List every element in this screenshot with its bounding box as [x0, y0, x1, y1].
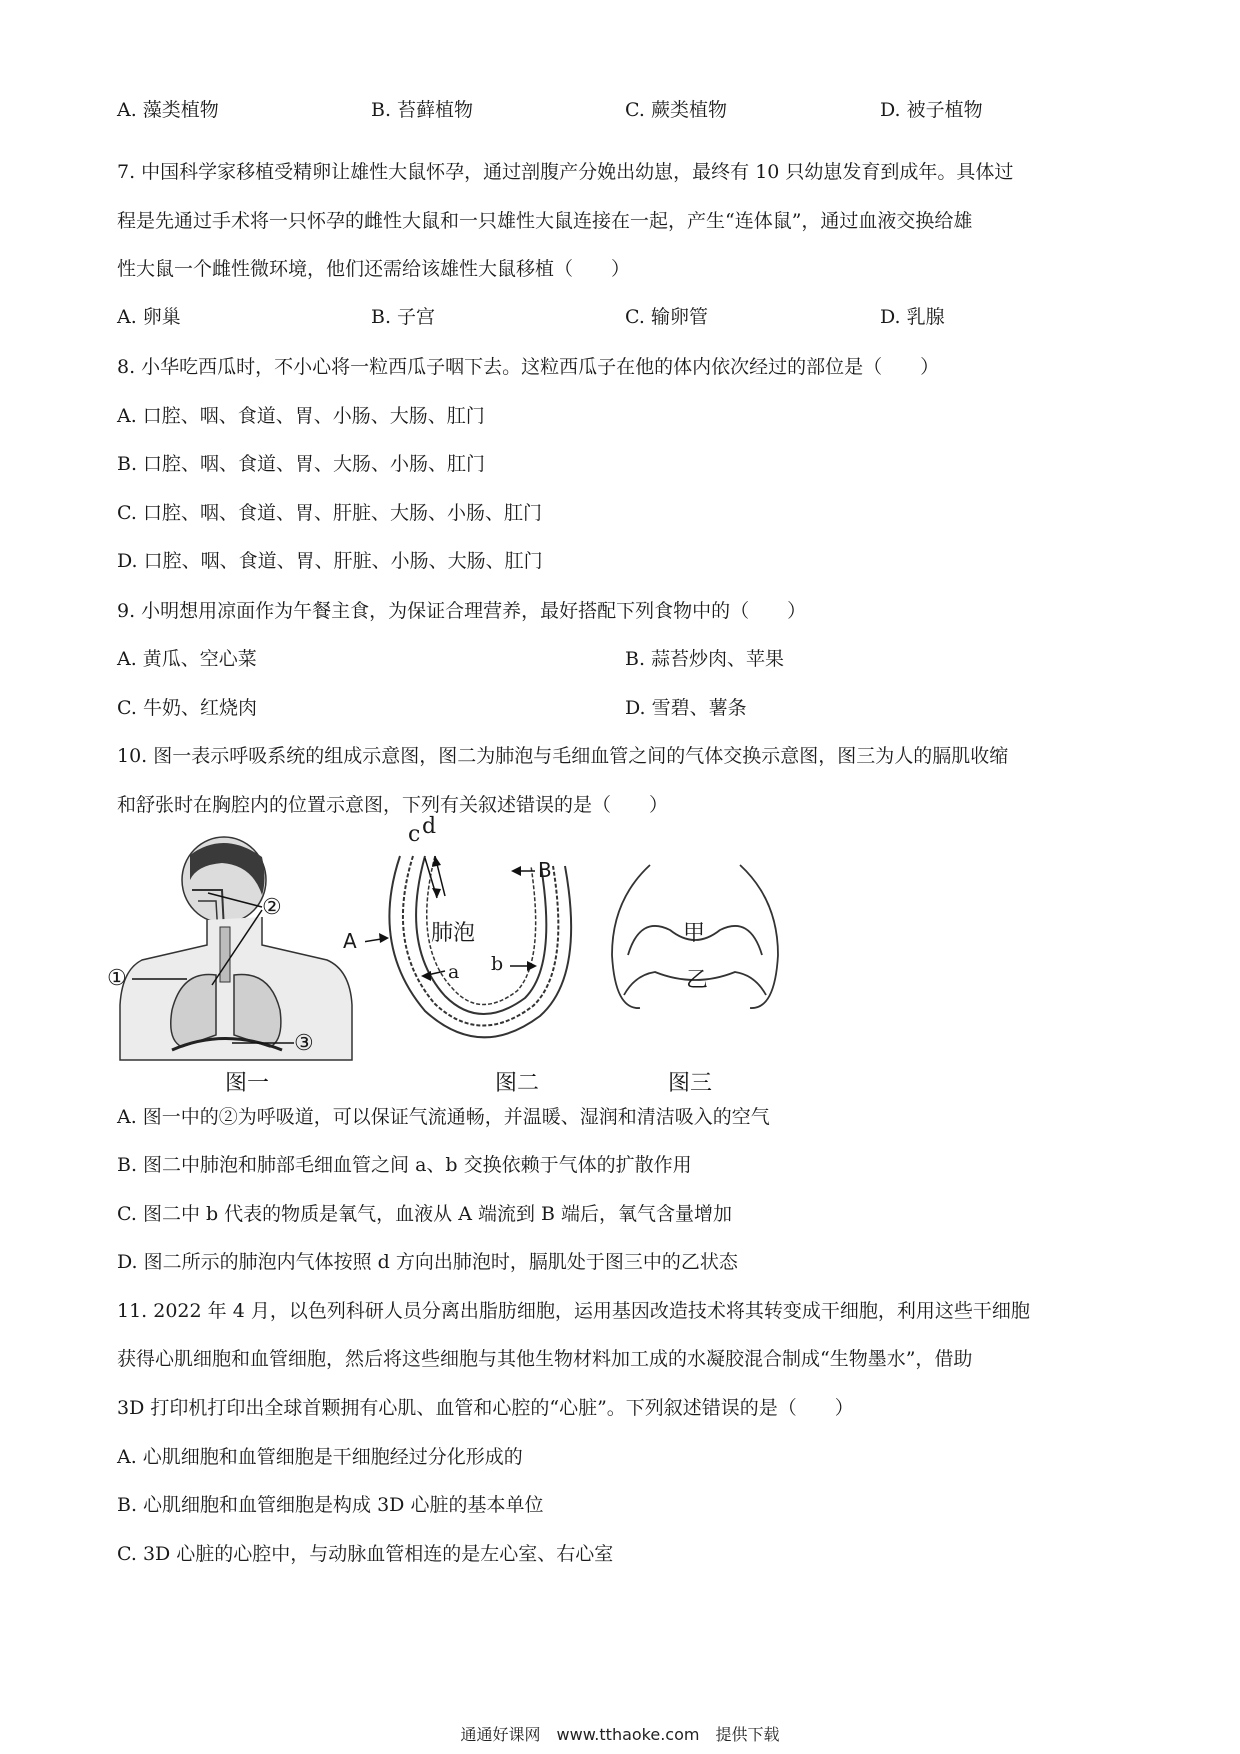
fig2-label-c: c — [408, 822, 421, 847]
fig2-label-A: A — [343, 929, 357, 953]
q9-option-d: D. 雪碧、薯条 — [625, 697, 747, 719]
q8-option-a: A. 口腔、咽、食道、胃、小肠、大肠、肛门 — [117, 405, 485, 427]
q10-option-c: C. 图二中 b 代表的物质是氧气，血液从 A 端流到 B 端后，氧气含量增加 — [117, 1203, 733, 1225]
q11-option-c: C. 3D 心脏的心腔中，与动脉血管相连的是左心室、右心室 — [117, 1543, 614, 1565]
figure-alveolus-capillary — [343, 814, 605, 1056]
q6-option-a: A. 藻类植物 — [117, 99, 219, 121]
fig2-label-B: B — [538, 858, 552, 882]
fig2-caption: 图二 — [495, 1071, 540, 1096]
q9-option-a: A. 黄瓜、空心菜 — [117, 648, 257, 670]
fig1-label-2: ② — [262, 895, 282, 920]
fig2-label-a: a — [448, 961, 460, 983]
fig1-caption: 图一 — [225, 1071, 270, 1096]
q6-option-b: B. 苔藓植物 — [371, 99, 474, 121]
q11-stem-line-3: 3D 打印机打印出全球首颗拥有心肌、血管和心腔的“心脏”。下列叙述错误的是（ ） — [117, 1397, 854, 1419]
q8-stem: 8. 小华吃西瓜时，不小心将一粒西瓜子咽下去。这粒西瓜子在他的体内依次经过的部位是（ ） — [117, 356, 940, 378]
q9-option-b: B. 蒜苔炒肉、苹果 — [625, 648, 785, 670]
q11-stem-line-1: 11. 2022 年 4 月，以色列科研人员分离出脂肪细胞，运用基因改造技术将其转变成干细胞，利用这些干细胞 — [117, 1300, 1030, 1322]
q10-option-d: D. 图二所示的肺泡内气体按照 d 方向出肺泡时，膈肌处于图三中的乙状态 — [117, 1251, 738, 1273]
q8-option-b: B. 口腔、咽、食道、胃、大肠、小肠、肛门 — [117, 453, 486, 475]
q7-stem-line-3: 性大鼠一个雌性微环境，他们还需给该雄性大鼠移植（ ） — [117, 258, 631, 280]
fig2-label-d: d — [422, 814, 437, 839]
q7-stem-line-2: 程是先通过手术将一只怀孕的雌性大鼠和一只雄性大鼠连接在一起，产生“连体鼠”，通过血液交换给雄 — [117, 210, 973, 232]
q10-stem-line-1: 10. 图一表示呼吸系统的组成示意图，图二为肺泡与毛细血管之间的气体交换示意图，图三为人的膈肌收缩 — [117, 745, 1009, 767]
q7-option-b: B. 子宫 — [371, 306, 436, 328]
q10-stem-line-2: 和舒张时在胸腔内的位置示意图，下列有关叙述错误的是（ ） — [117, 794, 669, 816]
figure-diaphragm — [610, 860, 780, 1015]
q8-option-c: C. 口腔、咽、食道、胃、肝脏、大肠、小肠、肛门 — [117, 502, 542, 524]
q10-option-a: A. 图一中的②为呼吸道，可以保证气流通畅，并温暖、湿润和清洁吸入的空气 — [117, 1106, 770, 1128]
fig3-caption: 图三 — [668, 1071, 713, 1096]
q9-option-c: C. 牛奶、红烧肉 — [117, 697, 257, 719]
page-footer: 通通好课网 www.tthaoke.com 提供下载 — [460, 1725, 780, 1744]
q11-option-a: A. 心肌细胞和血管细胞是干细胞经过分化形成的 — [117, 1446, 523, 1468]
q11-option-b: B. 心肌细胞和血管细胞是构成 3D 心脏的基本单位 — [117, 1494, 544, 1516]
q11-stem-line-2: 获得心肌细胞和血管细胞，然后将这些细胞与其他生物材料加工成的水凝胶混合制成“生物墨水”，借助 — [117, 1348, 973, 1370]
figure-respiratory-system — [107, 835, 362, 1065]
q7-stem-line-1: 7. 中国科学家移植受精卵让雄性大鼠怀孕，通过剖腹产分娩出幼崽，最终有 10 只幼崽发育到成年。具体过 — [117, 161, 1014, 183]
q8-option-d: D. 口腔、咽、食道、胃、肝脏、小肠、大肠、肛门 — [117, 550, 543, 572]
q7-option-a: A. 卵巢 — [117, 306, 181, 328]
fig2-alveolus-label: 肺泡 — [431, 921, 476, 946]
q6-option-d: D. 被子植物 — [880, 99, 983, 121]
fig1-label-1: ① — [107, 966, 127, 991]
q6-option-c: C. 蕨类植物 — [625, 99, 727, 121]
q9-stem: 9. 小明想用凉面作为午餐主食，为保证合理营养，最好搭配下列食物中的（ ） — [117, 600, 807, 622]
fig2-label-b: b — [491, 953, 504, 975]
q7-option-c: C. 输卵管 — [625, 306, 708, 328]
q7-option-d: D. 乳腺 — [880, 306, 945, 328]
q10-option-b: B. 图二中肺泡和肺部毛细血管之间 a、b 交换依赖于气体的扩散作用 — [117, 1154, 692, 1176]
fig3-label-jia: 甲 — [683, 921, 706, 946]
fig1-label-3: ③ — [294, 1031, 314, 1056]
fig3-label-yi: 乙 — [686, 968, 709, 993]
